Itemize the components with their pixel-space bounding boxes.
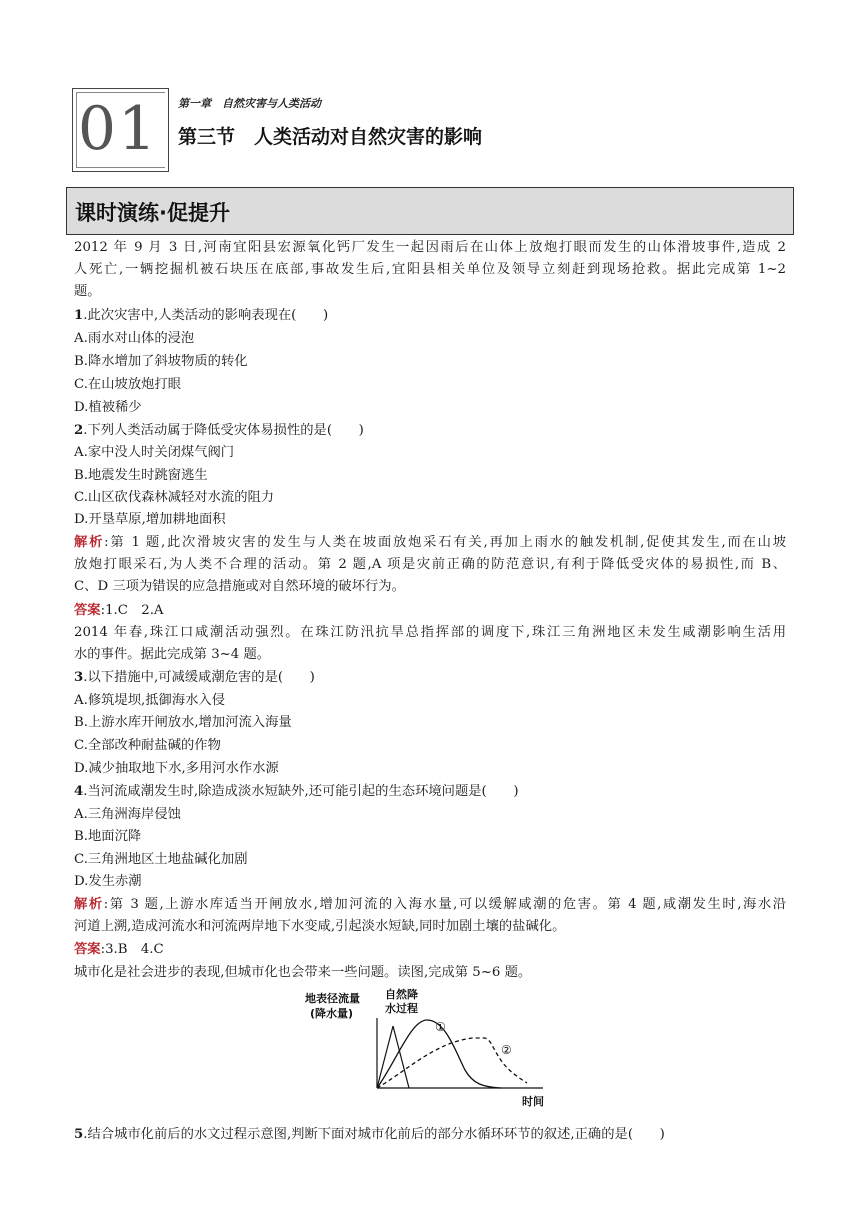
question-3-stem — [74, 668, 315, 688]
question-4-option-c: C.三角洲地区土地盐碱化加剧 — [74, 852, 248, 867]
chapter-number-box — [72, 88, 168, 172]
analysis-2-line-2: 河道上溯,造成河流水和河流两岸地下水变咸,引起淡水短缺,同时加剧土壤的盐碱化。 — [74, 919, 566, 934]
question-1-number: 1 — [74, 308, 84, 323]
answer-1-text: :1.C 2.A — [100, 603, 164, 618]
question-4-text: .当河流咸潮发生时,除造成淡水短缺外,还可能引起的生态环境问题是( ) — [83, 784, 519, 799]
question-2-option-d: D.开垦草原,增加耕地面积 — [74, 512, 226, 527]
hydrograph-figure — [305, 988, 555, 1113]
question-2-option-a: A.家中没人时关闭煤气阀门 — [74, 445, 235, 460]
figure-xlabel: 时间 — [522, 1095, 544, 1108]
question-2-stem — [74, 421, 364, 441]
answer-1 — [74, 601, 164, 621]
answer-2-label: 答案 — [74, 942, 101, 957]
figure-ylabel-line-1: 地表径流量 — [305, 992, 360, 1005]
chapter-number: 01 — [77, 94, 159, 164]
question-1-text: .此次灾害中,人类活动的影响表现在( ) — [83, 308, 329, 323]
figure-legend-line-2: 水过程 — [385, 1002, 418, 1015]
curve-2-label: ② — [501, 1043, 512, 1057]
chapter-title: 第一章 自然灾害与人类活动 — [178, 97, 321, 110]
question-1-option-c: C.在山坡放炮打眼 — [74, 377, 182, 392]
curve-1-label: ① — [435, 1020, 446, 1034]
analysis-1-line-1 — [74, 533, 786, 553]
analysis-2-label: 解析 — [74, 897, 104, 912]
question-2-option-b: B.地震发生时跳窗逃生 — [74, 468, 208, 483]
question-4-number: 4 — [74, 784, 84, 799]
question-5-stem — [74, 1125, 665, 1145]
question-2-option-c: C.山区砍伐森林减轻对水流的阻力 — [74, 490, 275, 505]
analysis-1-line-2: 放炮打眼采石,为人类不合理的活动。第 2 题,A 项是灾前正确的防范意识,有利于降低受灾体的易损性,而 B、 — [74, 557, 786, 572]
question-2-number: 2 — [74, 423, 84, 438]
question-3-number: 3 — [74, 670, 84, 685]
answer-2-text: :3.B 4.C — [100, 942, 164, 957]
question-1-option-d: D.植被稀少 — [74, 400, 142, 415]
material-1-line-1: 2012 年 9 月 3 日,河南宜阳县宏源氧化钙厂发生一起因雨后在山体上放炮打眼而发生的山体滑坡事件,造成 2 — [74, 240, 786, 255]
material-2-line-2: 水的事件。据此完成第 3~4 题。 — [74, 647, 271, 662]
question-5-number: 5 — [74, 1127, 84, 1142]
figure-ylabel-line-2: (降水量) — [310, 1007, 354, 1020]
precipitation-process-line — [377, 1026, 409, 1088]
question-3-option-a: A.修筑堤坝,抵御海水入侵 — [74, 693, 226, 708]
figure-legend-line-1: 自然降 — [385, 988, 418, 1001]
question-5-text: .结合城市化前后的水文过程示意图,判断下面对城市化前后的部分水循环环节的叙述,正确的是( ) — [83, 1127, 665, 1142]
analysis-2-line-1 — [74, 895, 786, 915]
answer-1-label: 答案 — [74, 603, 101, 618]
answer-2 — [74, 940, 164, 960]
practice-banner — [66, 187, 794, 235]
material-1-line-2: 人死亡,一辆挖掘机被石块压在底部,事故发生后,宜阳县相关单位及领导立刻赶到现场抢救。据此完成第 1~2 — [74, 262, 786, 277]
material-2-line-1: 2014 年春,珠江口咸潮活动强烈。在珠江防汛抗旱总指挥部的调度下,珠江三角洲地区未发生咸潮影响生活用 — [74, 625, 786, 640]
question-3-option-b: B.上游水库开闸放水,增加河流入海量 — [74, 715, 292, 730]
question-4-option-b: B.地面沉降 — [74, 829, 142, 844]
material-1-line-3: 题。 — [74, 284, 101, 299]
analysis-1-label: 解析 — [74, 535, 105, 550]
question-4-option-d: D.发生赤潮 — [74, 874, 142, 889]
question-1-option-b: B.降水增加了斜坡物质的转化 — [74, 354, 248, 369]
analysis-1-line-3: C、D 三项为错误的应急措施或对自然环境的破坏行为。 — [74, 579, 405, 594]
material-3: 城市化是社会进步的表现,但城市化也会带来一些问题。读图,完成第 5~6 题。 — [74, 965, 532, 980]
analysis-2-text-1: :第 3 题,上游水库适当开闸放水,增加河流的入海水量,可以缓解咸潮的危害。第 4 题,咸潮发生时,海水沿 — [103, 897, 786, 912]
analysis-1-text-1: :第 1 题,此次滑坡灾害的发生与人类在坡面放炮采石有关,再加上雨水的触发机制,促使其发生,而在山坡 — [104, 535, 786, 550]
section-title: 第三节 人类活动对自然灾害的影响 — [178, 126, 483, 148]
question-2-text: .下列人类活动属于降低受灾体易损性的是( ) — [83, 423, 364, 438]
question-3-option-c: C.全部改种耐盐碱的作物 — [74, 738, 221, 753]
question-1-option-a: A.雨水对山体的浸泡 — [74, 331, 195, 346]
banner-title: 课时演练·促提升 — [75, 201, 230, 225]
question-3-text: .以下措施中,可减缓咸潮危害的是( ) — [83, 670, 315, 685]
question-1-stem — [74, 306, 328, 326]
question-4-option-a: A.三角洲海岸侵蚀 — [74, 807, 181, 822]
question-3-option-d: D.减少抽取地下水,多用河水作水源 — [74, 761, 279, 776]
question-4-stem — [74, 782, 519, 802]
